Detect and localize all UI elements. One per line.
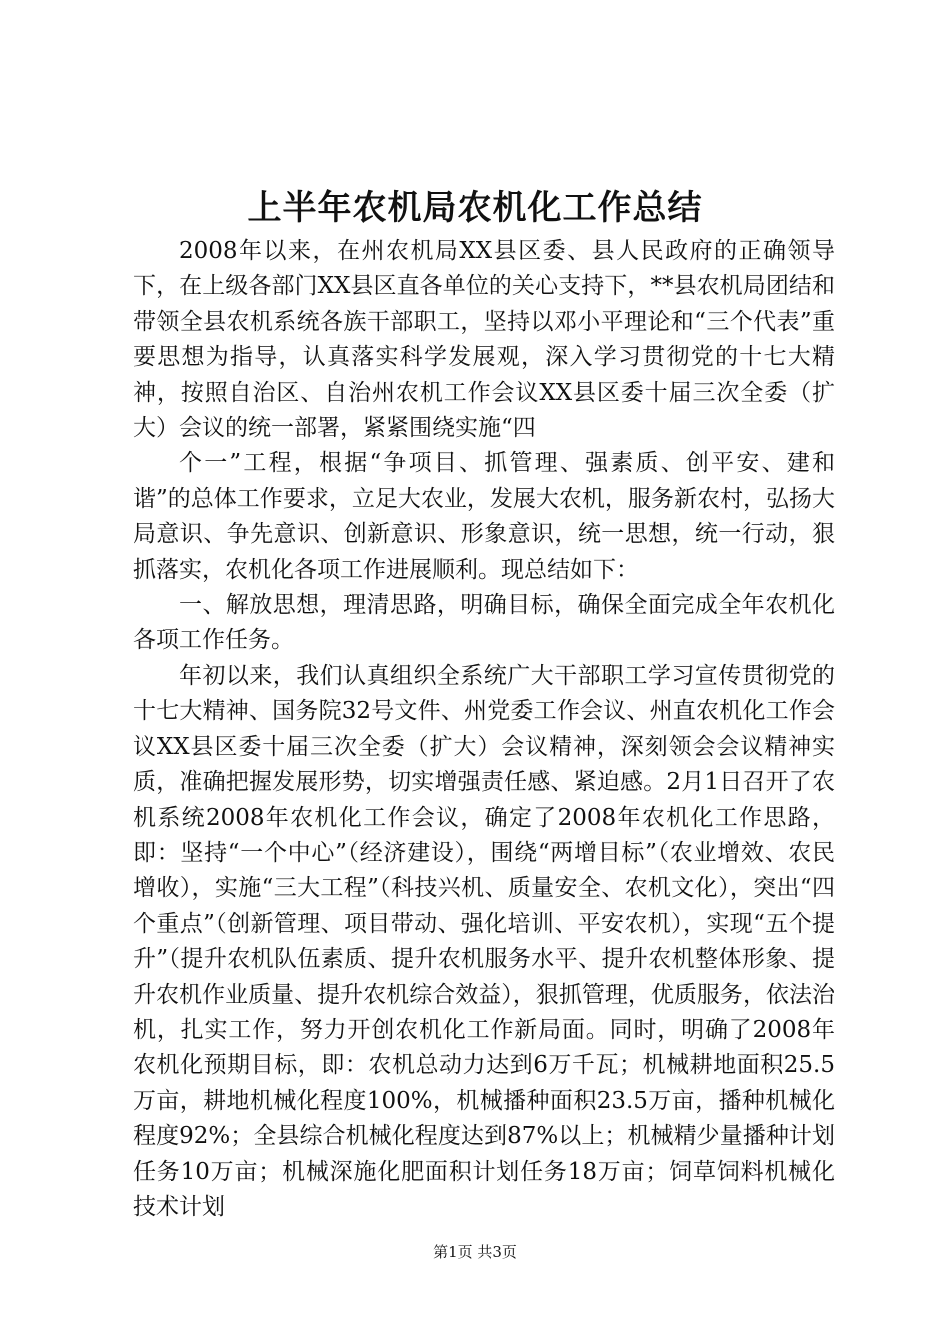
page-footer: 第1页 共3页 bbox=[433, 1243, 517, 1261]
section-heading: 一、解放思想，理清思路，明确目标，确保全面完成全年农机化各项工作任务。 bbox=[133, 592, 835, 654]
body-paragraph: 2008年以来，在州农机局XX县区委、县人民政府的正确领导下，在上级各部门XX县区直各单位的关心支持下，**县农机局团结和带领全县农机系统各族干部职工，坚持以邓小平理论和“三个代表”重要思想为指导，认真落实科学发展观，深入学习贯彻党的十七大精神，按照自治区、自治州农机工作会议XX县区委十届三次全委（扩大）会议的统一部署，紧紧围绕实施“四 bbox=[133, 238, 835, 442]
document-body bbox=[133, 234, 835, 1225]
document-title: 上半年农机局农机化工作总结 bbox=[247, 188, 703, 228]
body-paragraph: 个一”工程，根据“争项目、抓管理、强素质、创平安、建和谐”的总体工作要求，立足大农业，发展大农机，服务新农村，弘扬大局意识、争先意识、创新意识、形象意识，统一思想，统一行动，狠抓落实，农机化各项工作进展顺利。现总结如下： bbox=[133, 450, 835, 583]
body-paragraph: 年初以来，我们认真组织全系统广大干部职工学习宣传贯彻党的十七大精神、国务院32号文件、州党委工作会议、州直农机化工作会议XX县区委十届三次全委（扩大）会议精神，深刻领会会议精神实质，准确把握发展形势，切实增强责任感、紧迫感。2月1日召开了农机系统2008年农机化工作会议，确定了2008年农机化工作思路，即：坚持“一个中心”（经济建设），围绕“两增目标”（农业增效、农民增收），实施“三大工程”（科技兴机、质量安全、农机文化），突出“四个重点”（创新管理、项目带动、强化培训、平安农机），实现“五个提升”（提升农机队伍素质、提升农机服务水平、提升农机整体形象、提升农机作业质量、提升农机综合效益），狠抓管理，优质服务，依法治机，扎实工作，努力开创农机化工作新局面。同时，明确了2008年农机化预期目标，即：农机总动力达到6万千瓦；机械耕地面积25.5万亩，耕地机械化程度100%，机械播种面积23.5万亩，播种机械化程度92%；全县综合机械化程度达到87%以上；机械精少量播种计划任务10万亩；机械深施化肥面积计划任务18万亩；饲草饲料机械化技术计划 bbox=[133, 662, 835, 1220]
